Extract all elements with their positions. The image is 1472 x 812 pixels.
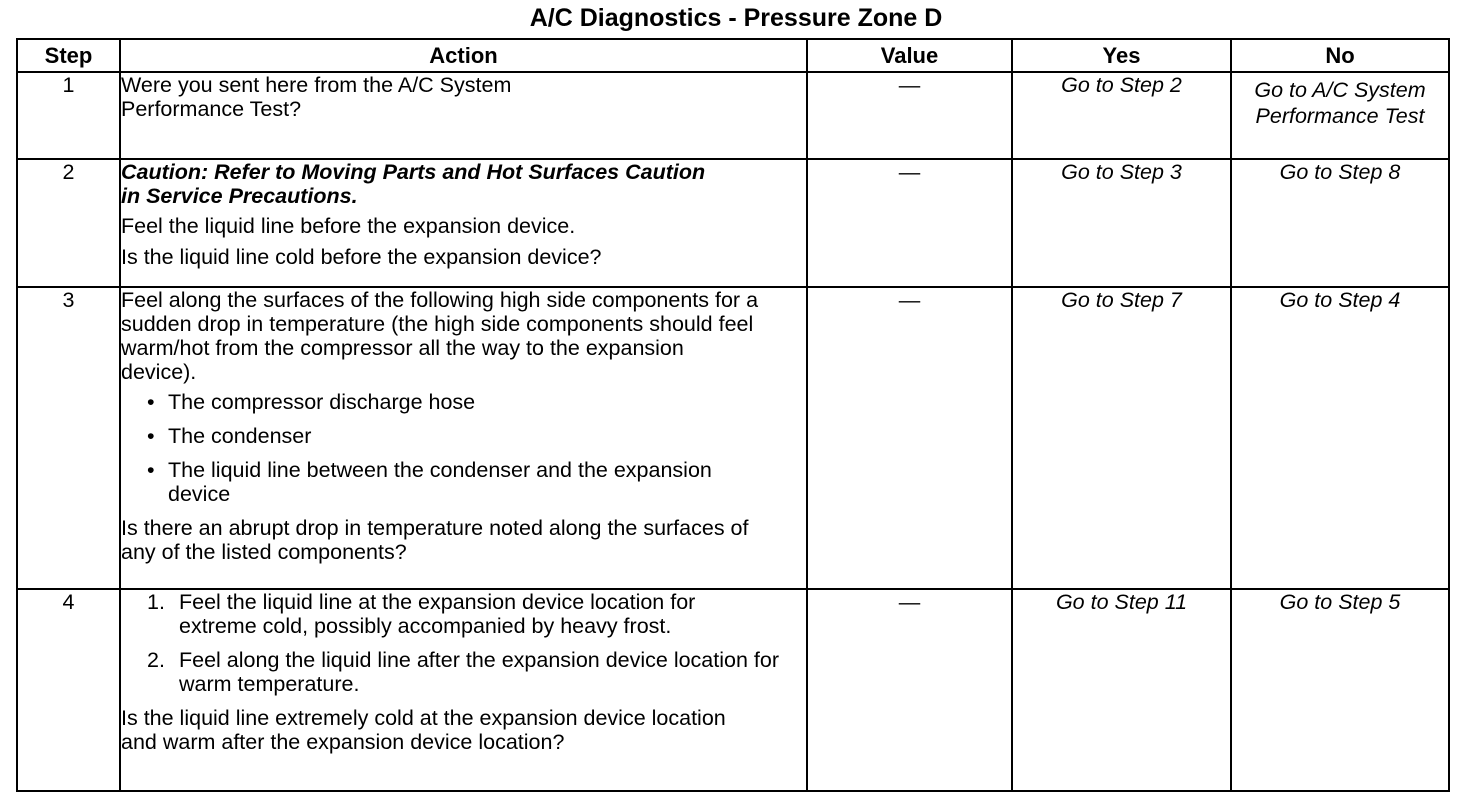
header-action: Action: [120, 39, 807, 72]
item-number: 1.: [147, 590, 165, 614]
table-row: [17, 72, 1449, 159]
item-number: 2.: [147, 648, 165, 672]
list-item: • The condenser: [121, 424, 806, 448]
yes-cell[interactable]: Go to Step 11: [1012, 589, 1231, 791]
page-title: A/C Diagnostics - Pressure Zone D: [529, 4, 943, 32]
value-cell: —: [807, 287, 1012, 589]
value-cell: —: [807, 159, 1012, 287]
no-link[interactable]: A/C System Performance Test: [1255, 78, 1426, 128]
no-cell[interactable]: Go to Step 4: [1231, 287, 1449, 589]
action-cell: [120, 72, 807, 159]
value-cell: —: [807, 589, 1012, 791]
item-text: Feel the liquid line at the expansion device location for extreme cold, possibly accompanied by heavy frost.: [179, 590, 696, 638]
table-row: [17, 287, 1449, 589]
list-item: • The liquid line between the condenser and the expansion device: [121, 458, 728, 506]
step-number: 3: [17, 287, 120, 589]
step-number: 2: [17, 159, 120, 287]
list-item: [121, 648, 779, 696]
action-question: Is the liquid line cold before the expansion device?: [121, 245, 602, 269]
action-cell: [120, 589, 807, 791]
action-text: Feel along the surfaces of the following high side components for a sudden drop in temperature (the high side components should feel warm/hot from the compressor all the way to the expansion device).: [121, 288, 759, 384]
no-cell[interactable]: Go to Step 5: [1231, 589, 1449, 791]
item-text: Feel along the liquid line after the expansion device location for warm temperature.: [179, 648, 779, 696]
header-no: No: [1231, 39, 1449, 72]
procedure-list: [121, 590, 806, 696]
list-item: • The compressor discharge hose: [121, 390, 806, 414]
action-text: Feel the liquid line before the expansion device.: [121, 214, 576, 238]
no-prefix: Go to: [1254, 78, 1307, 102]
yes-cell[interactable]: Go to Step 7: [1012, 287, 1231, 589]
header-yes: Yes: [1012, 39, 1231, 72]
value-cell: —: [807, 72, 1012, 159]
component-list: [121, 390, 806, 506]
yes-cell[interactable]: Go to Step 3: [1012, 159, 1231, 287]
action-question: Is there an abrupt drop in temperature noted along the surfaces of any of the listed components?: [121, 516, 749, 564]
action-cell: [120, 287, 807, 589]
yes-cell[interactable]: Go to Step 2: [1012, 72, 1231, 159]
step-number: 4: [17, 589, 120, 791]
table-header-row: [17, 39, 1449, 72]
table-row: [17, 589, 1449, 791]
list-item: [121, 590, 759, 638]
step-number: 1: [17, 72, 120, 159]
action-cell: [120, 159, 807, 287]
no-cell[interactable]: Go to Step 8: [1231, 159, 1449, 287]
header-value: Value: [807, 39, 1012, 72]
diagnostic-table: [16, 38, 1450, 792]
no-cell[interactable]: [1231, 72, 1449, 159]
table-row: [17, 159, 1449, 287]
action-text: Were you sent here from the A/C System Performance Test?: [121, 73, 512, 121]
header-step: Step: [17, 39, 120, 72]
action-question: Is the liquid line extremely cold at the expansion device location and warm after the expansion device location?: [121, 706, 726, 754]
caution-text: Caution: Refer to Moving Parts and Hot Surfaces Caution in Service Precautions.: [121, 160, 706, 208]
